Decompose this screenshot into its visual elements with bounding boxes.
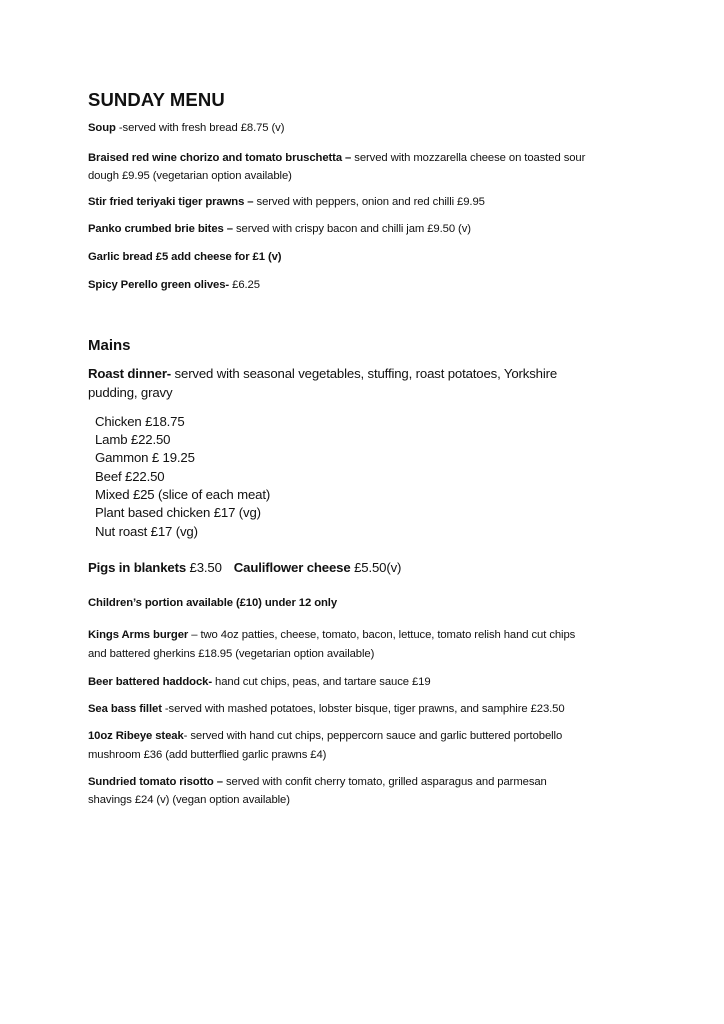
starter-item [88, 279, 260, 291]
item-name: Soup [88, 122, 116, 134]
item-desc-continued: pudding, gravy [88, 385, 173, 400]
side-price: £5.50(v) [350, 560, 402, 575]
item-desc-continued: dough £9.95 (vegetarian option available) [88, 170, 292, 182]
item-desc: – two 4oz patties, cheese, tomato, bacon, lettuce, tomato relish hand cut chips [188, 629, 576, 641]
item-name: Beer battered haddock- [88, 676, 212, 688]
item-desc-continued: shavings £24 (v) (vegan option available) [88, 794, 290, 806]
item-desc: served with confit cherry tomato, grilled asparagus and parmesan [222, 776, 547, 788]
item-desc-continued: and battered gherkins £18.95 (vegetarian option available) [88, 648, 375, 660]
starter-item [88, 152, 585, 164]
item-desc-continued: mushroom £36 (add butterflied garlic prawns £4) [88, 749, 327, 761]
item-desc: -served with fresh bread £8.75 (v) [115, 122, 285, 134]
starter-item [88, 122, 284, 134]
side-name: Pigs in blankets [88, 560, 187, 575]
starter-item [88, 196, 485, 208]
roast-option: Gammon £ 19.25 [95, 450, 195, 465]
item-desc: -served with mashed potatoes, lobster bisque, tiger prawns, and samphire £23.50 [161, 703, 565, 715]
side-price: £3.50 [186, 560, 222, 575]
item-name: Roast dinner- [88, 366, 172, 381]
main-item [88, 629, 575, 641]
item-desc: served with peppers, onion and red chilli £9.95 [253, 196, 485, 208]
starter-item [88, 223, 471, 235]
roast-option: Beef £22.50 [95, 469, 165, 484]
roast-option: Lamb £22.50 [95, 432, 171, 447]
main-item [88, 703, 565, 715]
item-desc: served with seasonal vegetables, stuffing, roast potatoes, Yorkshire [171, 366, 558, 381]
main-item [88, 676, 431, 688]
children-note: Children’s portion available (£10) under 12 only [88, 597, 338, 609]
item-name: Garlic bread £5 add cheese for £1 (v) [88, 251, 282, 263]
side-name: Cauliflower cheese [233, 560, 351, 575]
roast-dinner [88, 366, 557, 381]
roast-option: Plant based chicken £17 (vg) [95, 505, 261, 520]
item-name: Spicy Perello green olives- [88, 279, 230, 291]
sides-line [88, 560, 401, 575]
main-item [88, 776, 547, 788]
roast-option: Mixed £25 (slice of each meat) [95, 487, 271, 502]
roast-option: Nut roast £17 (vg) [95, 524, 198, 539]
item-name: Sea bass fillet [88, 703, 162, 715]
item-desc: £6.25 [229, 279, 260, 291]
item-name: Kings Arms burger [88, 629, 189, 641]
item-desc: served with mozzarella cheese on toasted sour [351, 152, 586, 164]
main-item [88, 730, 562, 742]
menu-title: SUNDAY MENU [88, 89, 225, 110]
item-name: Panko crumbed brie bites – [88, 223, 233, 235]
mains-heading: Mains [88, 337, 131, 354]
roast-option: Chicken £18.75 [95, 414, 185, 429]
item-name: Braised red wine chorizo and tomato bruschetta – [88, 152, 352, 164]
item-desc: - served with hand cut chips, peppercorn sauce and garlic buttered portobello [183, 730, 563, 742]
starter-item [88, 251, 281, 263]
item-desc: hand cut chips, peas, and tartare sauce £19 [211, 676, 431, 688]
item-name: Stir fried teriyaki tiger prawns – [88, 196, 254, 208]
item-name: Sundried tomato risotto – [88, 776, 223, 788]
item-desc: served with crispy bacon and chilli jam £9.50 (v) [232, 223, 471, 235]
item-name: 10oz Ribeye steak [88, 730, 184, 742]
